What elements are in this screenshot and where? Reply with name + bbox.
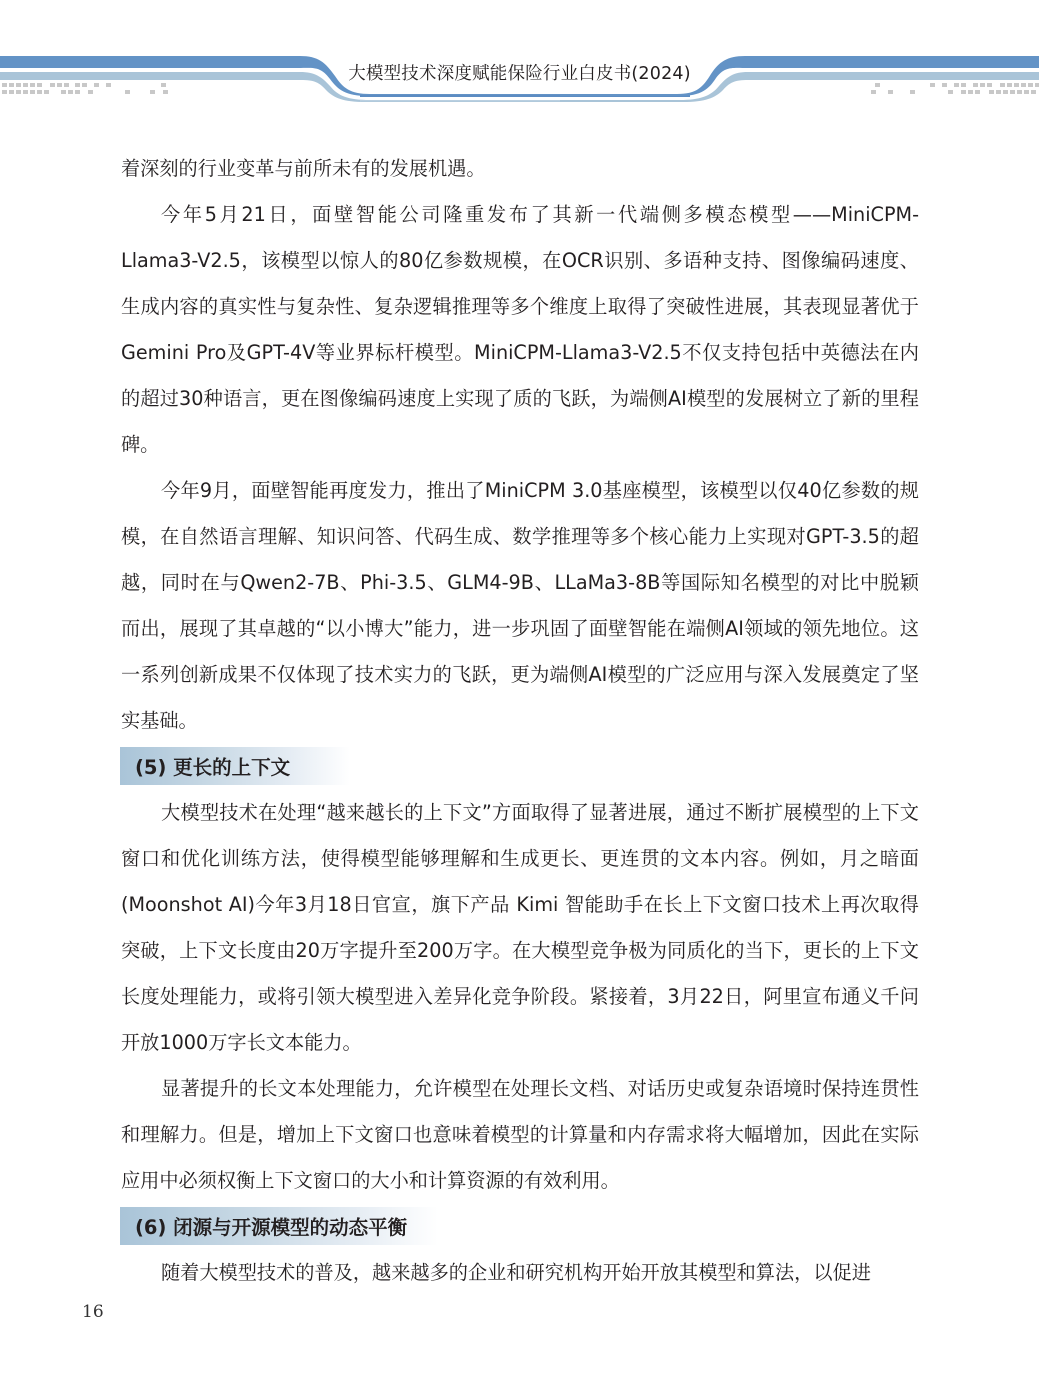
- paragraph: 显著提升的长文本处理能力，允许模型在处理长文档、对话历史或复杂语境时保持连贯性和理解力。但是，增加上下文窗口也意味着模型的计算量和内存需求将大幅增加，因此在实际应用中必须权衡上下文窗口的大小和计算资源的有效利用。: [121, 1077, 919, 1192]
- page-body: [121, 146, 919, 1296]
- paragraph: 随着大模型技术的普及，越来越多的企业和研究机构开始开放其模型和算法，以促进: [161, 1261, 871, 1284]
- page-number: 16: [82, 1302, 104, 1322]
- section-heading-text: (5) 更长的上下文: [135, 756, 291, 779]
- paragraph: 大模型技术在处理“越来越长的上下文”方面取得了显著进展，通过不断扩展模型的上下文窗口和优化训练方法，使得模型能够理解和生成更长、更连贯的文本内容。例如，月之暗面(Moonshot AI)今年3月18日官宣，旗下产品 Kimi 智能助手在长上下文窗口技术上再次取得突破，上下文长度由20万字提升至200万字。在大模型竞争极为同质化的当下，更长的上下文长度处理能力，或将引领大模型进入差异化竞争阶段。紧接着，3月22日，阿里宣布通义千问开放1000万字长文本能力。: [121, 801, 919, 1054]
- section-heading-text: (6) 闭源与开源模型的动态平衡: [135, 1216, 408, 1239]
- section-heading-5: [120, 747, 350, 785]
- paragraph: 今年9月，面壁智能再度发力，推出了MiniCPM 3.0基座模型，该模型以仅40亿参数的规模，在自然语言理解、知识问答、代码生成、数学推理等多个核心能力上实现对GPT-3.5的超越，同时在与Qwen2-7B、Phi-3.5、GLM4-9B、LLaMa3-8B等国际知名模型的对比中脱颖而出，展现了其卓越的“以小博大”能力，进一步巩固了面壁智能在端侧AI领域的领先地位。这一系列创新成果不仅体现了技术实力的飞跃，更为端侧AI模型的广泛应用与深入发展奠定了坚实基础。: [121, 479, 919, 732]
- paragraph: 着深刻的行业变革与前所未有的发展机遇。: [121, 157, 486, 180]
- page-header: [0, 0, 1039, 110]
- header-decoration: [0, 0, 1039, 110]
- document-title: 大模型技术深度赋能保险行业白皮书(2024): [348, 64, 691, 84]
- section-heading-6: [120, 1207, 438, 1245]
- paragraph: 今年5月21日，面壁智能公司隆重发布了其新一代端侧多模态模型——MiniCPM-Llama3-V2.5，该模型以惊人的80亿参数规模，在OCR识别、多语种支持、图像编码速度、生成内容的真实性与复杂性、复杂逻辑推理等多个维度上取得了突破性进展，其表现显著优于Gemini Pro及GPT-4V等业界标杆模型。MiniCPM-Llama3-V2.5不仅支持包括中英德法在内的超过30种语言，更在图像编码速度上实现了质的飞跃，为端侧AI模型的发展树立了新的里程碑。: [121, 203, 919, 456]
